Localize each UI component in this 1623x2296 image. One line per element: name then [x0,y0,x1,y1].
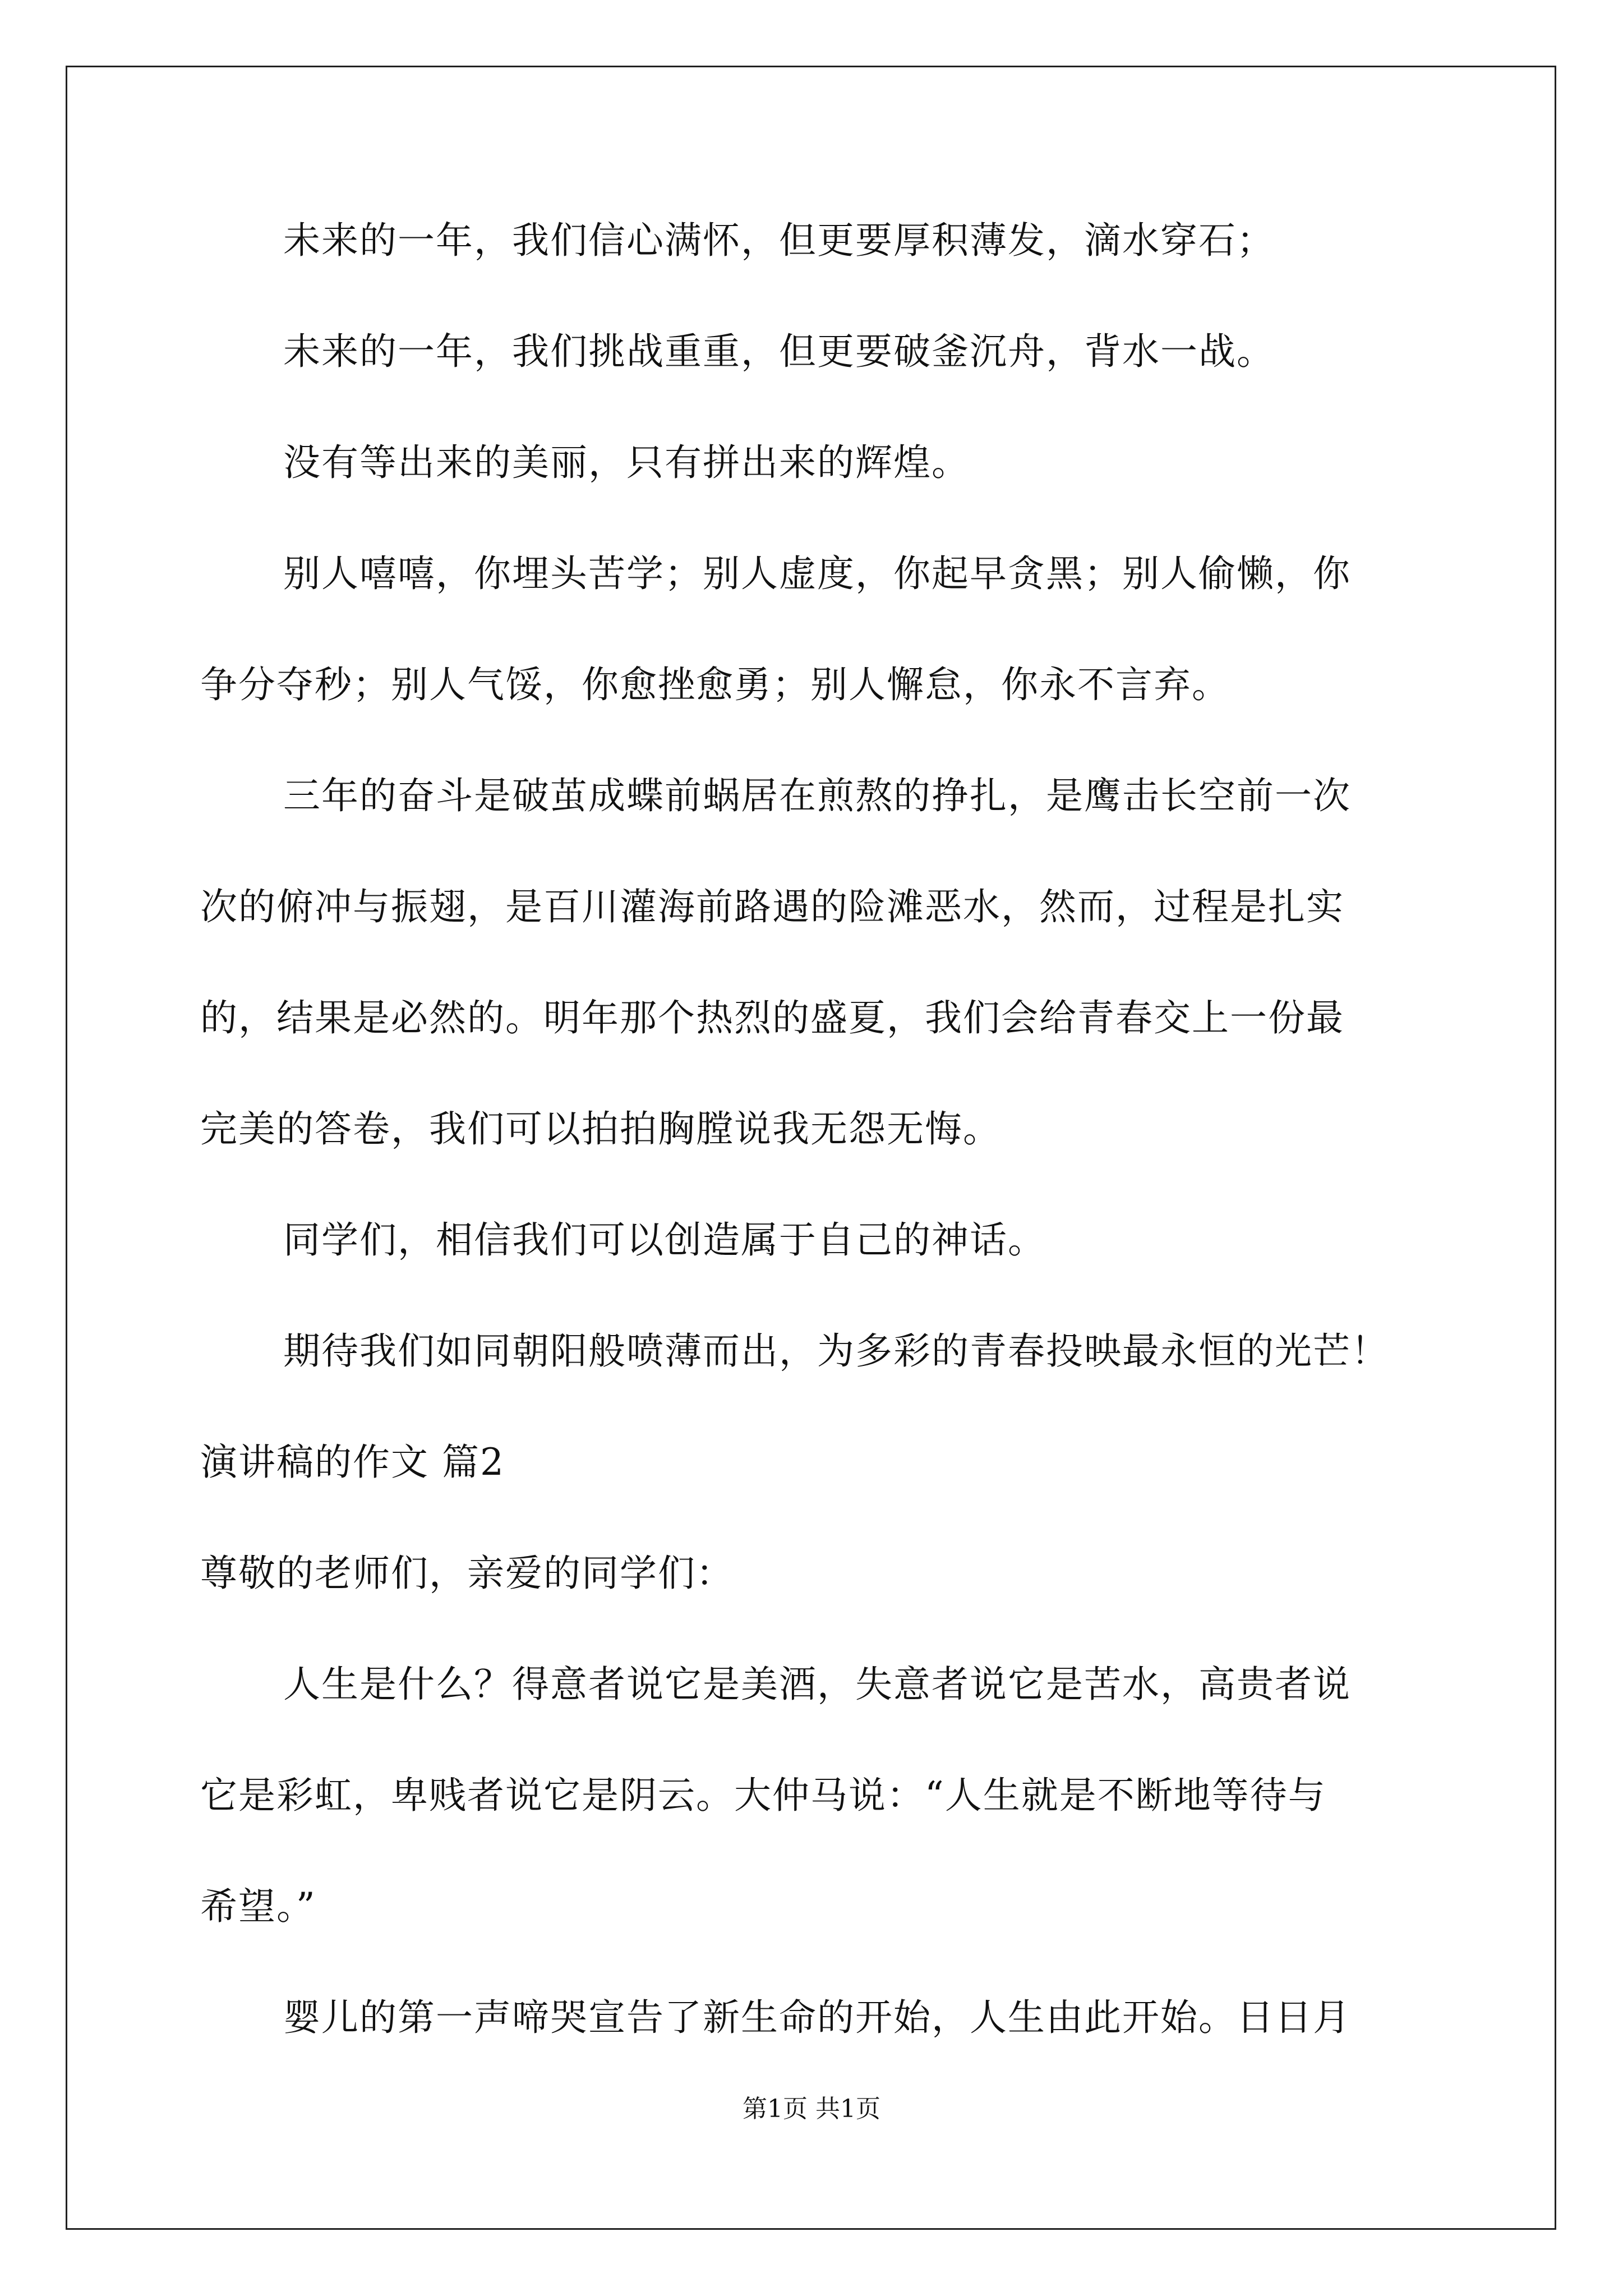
paragraph-line: 完美的答卷，我们可以拍拍胸膛说我无怨无悔。 [200,1107,1001,1151]
paragraph-line: 希望。” [200,1885,316,1928]
paragraph-line: 人生是什么？得意者说它是美酒，失意者说它是苦水，高贵者说 [283,1663,1351,1706]
document-body [200,213,1433,2045]
paragraph-line: 没有等出来的美丽，只有拼出来的辉煌。 [283,441,970,484]
paragraph-line: 它是彩虹，卑贱者说它是阴云。大仲马说：“人生就是不断地等待与 [200,1774,1326,1817]
section-heading: 演讲稿的作文 篇2 [200,1441,505,1484]
page-footer: 第1页 共1页 [743,2095,880,2123]
paragraph-line: 的，结果是必然的。明年那个热烈的盛夏，我们会给青春交上一份最 [200,996,1344,1039]
paragraph-line: 婴儿的第一声啼哭宣告了新生命的开始，人生由此开始。日日月 [283,1996,1351,2039]
paragraph-line: 次的俯冲与振翅，是百川灌海前路遇的险滩恶水，然而，过程是扎实 [200,885,1344,928]
paragraph-line: 别人嘻嘻，你埋头苦学；别人虚度，你起早贪黑；别人偷懒，你 [283,552,1351,595]
paragraph-line: 同学们，相信我们可以创造属于自己的神话。 [283,1218,1046,1262]
paragraph-line: 未来的一年，我们挑战重重，但更要破釜沉舟，背水一战。 [283,330,1275,373]
paragraph-line: 三年的奋斗是破茧成蝶前蜗居在煎熬的挣扎，是鹰击长空前一次 [283,774,1351,817]
salutation: 尊敬的老师们，亲爱的同学们： [200,1552,734,1595]
paragraph-line: 未来的一年，我们信心满怀，但更要厚积薄发，滴水穿石； [283,219,1275,262]
paragraph-line: 期待我们如同朝阳般喷薄而出，为多彩的青春投映最永恒的光芒！ [283,1329,1389,1373]
paragraph-line: 争分夺秒；别人气馁，你愈挫愈勇；别人懈怠，你永不言弃。 [200,663,1230,706]
